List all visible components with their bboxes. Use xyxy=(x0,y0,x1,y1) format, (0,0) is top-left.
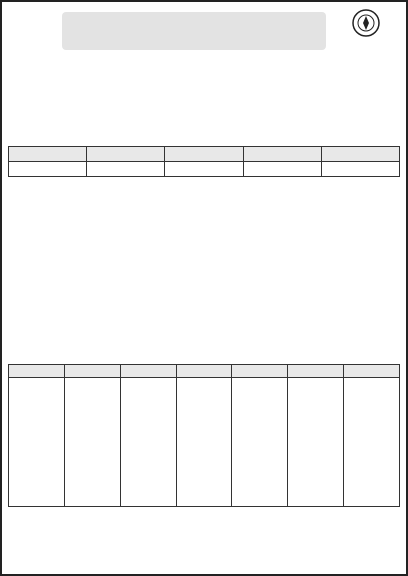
footer xyxy=(8,510,400,570)
schedule-header xyxy=(9,147,87,162)
schedule-header xyxy=(87,147,165,162)
schedule-cell xyxy=(87,162,165,177)
items-cell xyxy=(344,378,400,507)
items-header xyxy=(9,365,65,378)
schedule-cell xyxy=(9,162,87,177)
items-cell xyxy=(288,378,344,507)
title-banner xyxy=(62,12,326,50)
items-cell xyxy=(64,378,120,507)
organization-logo xyxy=(336,8,396,54)
items-cell xyxy=(176,378,232,507)
items-cell xyxy=(9,378,65,507)
items-header xyxy=(64,365,120,378)
items-row xyxy=(9,378,400,507)
schedule-table xyxy=(8,146,400,177)
items-header-row xyxy=(9,365,400,378)
schedule-cell xyxy=(165,162,243,177)
items-header xyxy=(232,365,288,378)
intro-text xyxy=(8,60,400,142)
schedule-header xyxy=(321,147,399,162)
items-header xyxy=(344,365,400,378)
schedule-header xyxy=(165,147,243,162)
items-header xyxy=(288,365,344,378)
schedule-cell xyxy=(243,162,321,177)
items-table xyxy=(8,364,400,507)
publication-turns xyxy=(8,510,400,536)
schedule-header-row xyxy=(9,147,400,162)
items-header xyxy=(120,365,176,378)
circular-seal-logo-icon xyxy=(351,8,381,38)
items-header xyxy=(176,365,232,378)
conditions-list xyxy=(8,180,400,358)
items-cell xyxy=(120,378,176,507)
header xyxy=(6,6,402,56)
items-cell xyxy=(232,378,288,507)
schedule-cell xyxy=(321,162,399,177)
schedule-row xyxy=(9,162,400,177)
schedule-header xyxy=(243,147,321,162)
